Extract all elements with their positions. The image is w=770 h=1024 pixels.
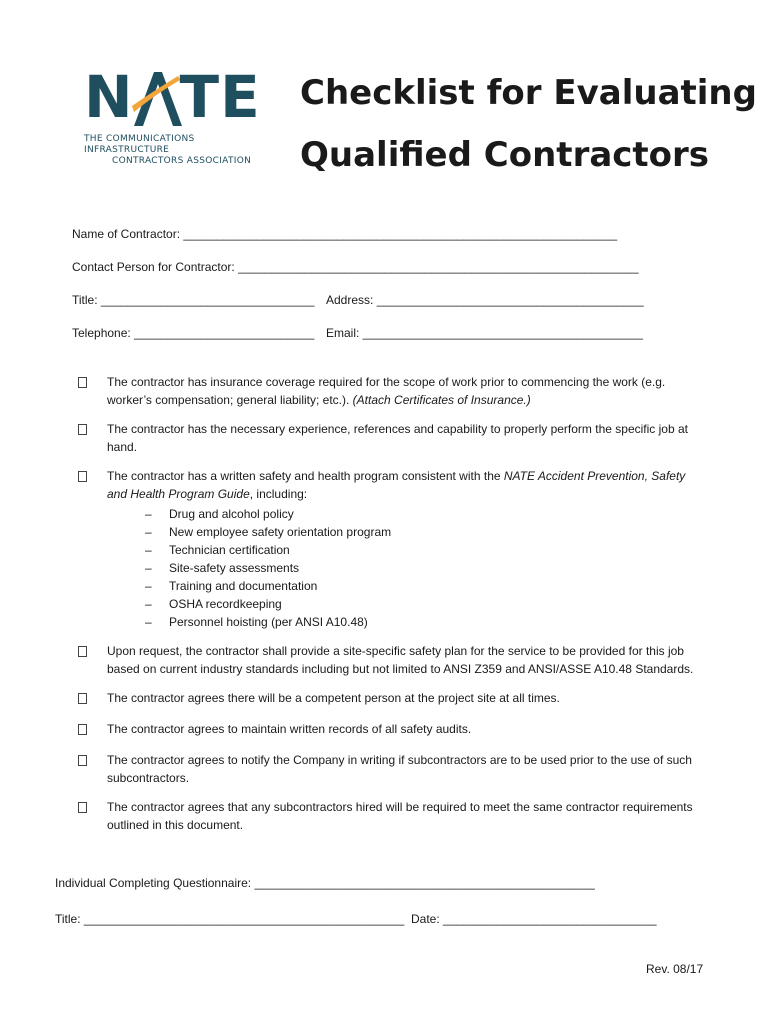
checkbox-icon[interactable] (74, 798, 107, 834)
checkbox-icon[interactable] (74, 751, 107, 787)
item-text: Upon request, the contractor shall provide a site-specific safety plan for the service to be provided for this job based on current industry standards including but not limited to ANSI Z359 and ANSI/ASSE A10.48 Standards. (107, 644, 694, 676)
checkbox-icon[interactable] (74, 467, 107, 631)
sub-list-item: – Training and documentation (145, 577, 694, 595)
item-text: The contractor agrees that any subcontractors hired will be required to meet the same contractor requirements outlined in this document. (107, 800, 693, 832)
title-field[interactable]: Title: ________________________________ (72, 293, 315, 307)
logo-letter-n: N (84, 63, 134, 131)
program-guide-title: NATE Accident Prevention, Safety and Health Program Guide (107, 469, 686, 501)
checkbox-icon[interactable] (74, 720, 107, 740)
checkbox-icon[interactable] (74, 689, 107, 709)
checkbox-icon[interactable] (74, 373, 107, 409)
item-text: The contractor agrees to maintain written records of all safety audits. (107, 722, 472, 736)
checklist-item-safety-program (74, 467, 694, 631)
checklist-item-subcontractor-requirements (74, 798, 694, 834)
checklist (74, 373, 694, 845)
individual-completing-field[interactable]: Individual Completing Questionnaire: ___________________________________________________ (55, 876, 595, 890)
sub-list-item: – OSHA recordkeeping (145, 595, 694, 613)
checklist-item-insurance (74, 373, 694, 409)
telephone-field[interactable]: Telephone: ___________________________ (72, 326, 315, 340)
checklist-item-experience (74, 420, 694, 456)
sub-list-item: – Personnel hoisting (per ANSI A10.48) (145, 613, 694, 631)
item-italic-note: (Attach Certificates of Insurance.) (352, 393, 531, 407)
checklist-item-competent-person (74, 689, 694, 709)
sub-list-item: – Drug and alcohol policy (145, 505, 694, 523)
document-title (300, 62, 757, 186)
program-subitems (107, 505, 694, 631)
title-line2: Qualified Contractors (300, 135, 710, 175)
nate-logo-wordmark (84, 63, 280, 131)
sub-list-item: – Technician certification (145, 541, 694, 559)
nate-logo (84, 63, 280, 166)
contact-person-field[interactable]: Contact Person for Contractor: ____________________________________________________________ (72, 260, 639, 274)
name-of-contractor-field[interactable]: Name of Contractor: _________________________________________________________________ (72, 227, 618, 241)
email-field[interactable]: Email: __________________________________________ (326, 326, 643, 340)
logo-tagline (84, 134, 280, 167)
checklist-item-notify-subcontractors (74, 751, 694, 787)
item-text: The contractor has the necessary experience, references and capability to properly perform the specific job at hand. (107, 422, 688, 454)
sub-list-item: – New employee safety orientation program (145, 523, 694, 541)
checkbox-icon[interactable] (74, 642, 107, 678)
logo-a-swoosh-icon (132, 72, 182, 126)
address-field[interactable]: Address: ________________________________________ (326, 293, 644, 307)
logo-tagline-line2: CONTRACTORS ASSOCIATION (112, 156, 252, 166)
item-text: The contractor agrees to notify the Company in writing if subcontractors are to be used prior to the use of such subcontractors. (107, 753, 692, 785)
item-text-suffix: , including: (249, 487, 308, 501)
logo-tagline-line1: THE COMMUNICATIONS INFRASTRUCTURE (84, 134, 195, 155)
item-text: The contractor agrees there will be a competent person at the project site at all times. (107, 691, 560, 705)
date-field[interactable]: Date: ________________________________ (411, 912, 657, 926)
signoff-title-field[interactable]: Title: ________________________________________________ (55, 912, 405, 926)
title-line1: Checklist for Evaluating (300, 73, 757, 113)
item-text: The contractor has insurance coverage required for the scope of work prior to commencing the work (e.g. worker’s compensation; general liability; etc.). (107, 375, 666, 407)
item-text: The contractor has a written safety and health program consistent with the (107, 469, 504, 483)
sub-list-item: – Site-safety assessments (145, 559, 694, 577)
logo-letters-te: TE (179, 63, 261, 131)
checklist-item-safety-audits (74, 720, 694, 740)
revision-label: Rev. 08/17 (646, 962, 704, 976)
checkbox-icon[interactable] (74, 420, 107, 456)
checklist-item-site-safety-plan (74, 642, 694, 678)
